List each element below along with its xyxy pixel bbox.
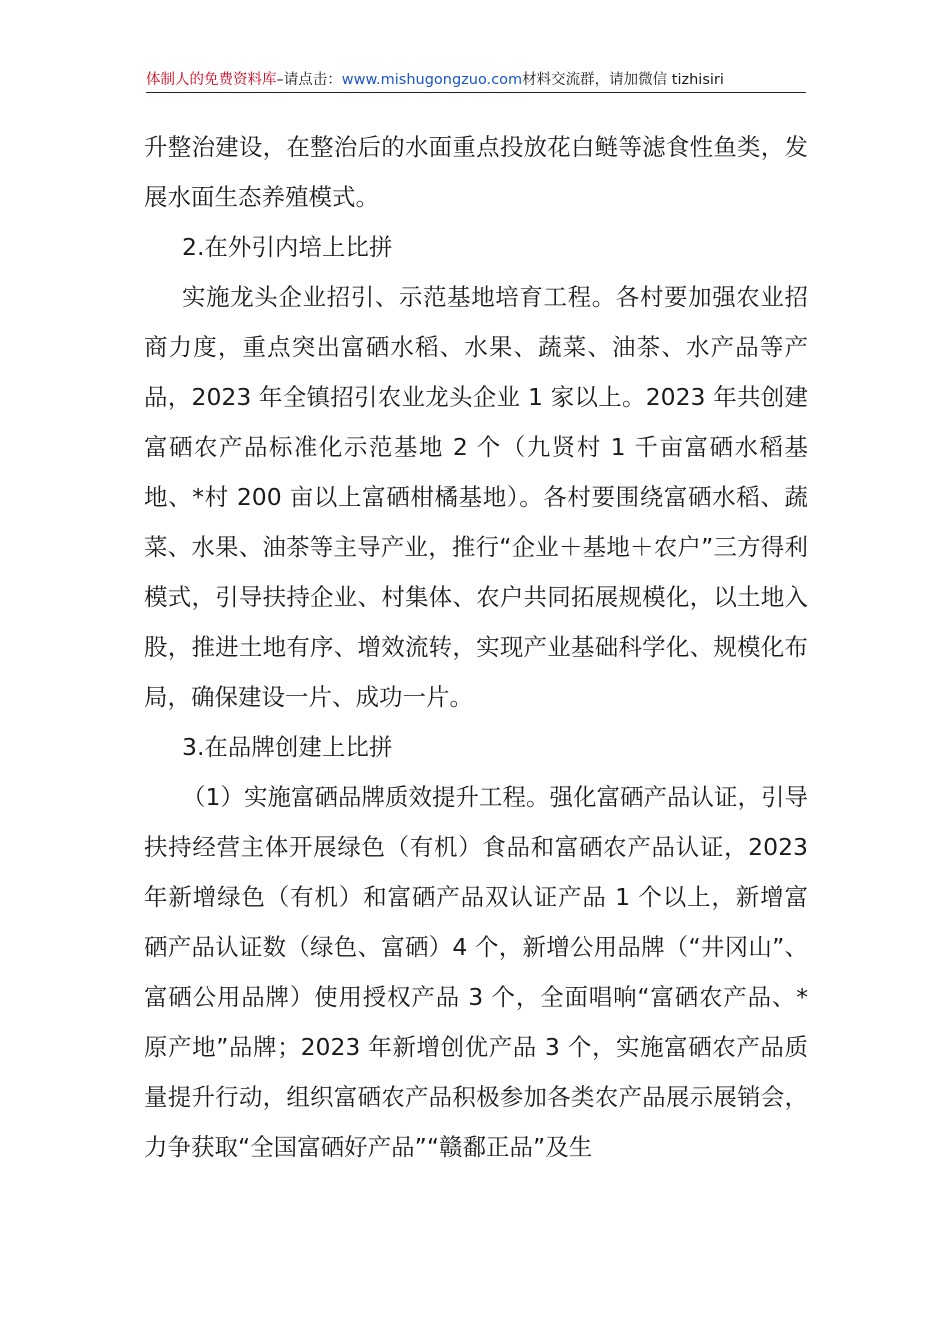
section-heading-3: 3.在品牌创建上比拼 <box>182 733 393 761</box>
paragraph-2: 实施龙头企业招引、示范基地培育工程。各村要加强农业招商力度，重点突出富硒水稻、水果、蔬菜、油茶、水产品等产品，2023 年全镇招引农业龙头企业 1 家以上。2023 年共创建富硒农产品标准化示范基地 2 个（九贤村 1 千亩富硒水稻基地、*村 200 亩以上富硒柑橘基地）。各村要围绕富硒水稻、蔬菜、水果、油茶等主导产业，推行“企业＋基地＋农户”三方得利模式，引导扶持企业、村集体、农户共同拓展规模化，以土地入股，推进土地有序、增效流转，实现产业基础科学化、规模化布局，确保建设一片、成功一片。 <box>144 283 808 711</box>
header-site-name: 体制人的免费资料库 <box>146 72 277 88</box>
paragraph-3: （1）实施富硒品牌质效提升工程。强化富硒产品认证，引导扶持经营主体开展绿色（有机）食品和富硒农产品认证，2023 年新增绿色（有机）和富硒产品双认证产品 1 个以上，新增富硒产品认证数（绿色、富硒）4 个，新增公用品牌（“井冈山”、富硒公用品牌）使用授权产品 3 个，全面唱响“富硒农产品、*原产地”品牌；2023 年新增创优产品 3 个，实施富硒农产品质量提升行动，组织富硒农产品积极参加各类农产品展示展销会，力争获取“全国富硒好产品”“赣鄱正品”及生 <box>144 783 808 1161</box>
paragraph-1: 升整治建设，在整治后的水面重点投放花白鲢等滤食性鱼类，发展水面生态养殖模式。 <box>144 133 808 211</box>
page-header <box>146 70 806 93</box>
header-prompt: –请点击： <box>276 72 342 88</box>
document-body <box>144 122 808 1172</box>
section-heading-2: 2.在外引内培上比拼 <box>182 233 393 261</box>
header-url-link[interactable]: www.mishugongzuo.com <box>341 72 523 88</box>
header-note: 材料交流群，请加微信 tizhisiri <box>522 72 724 88</box>
